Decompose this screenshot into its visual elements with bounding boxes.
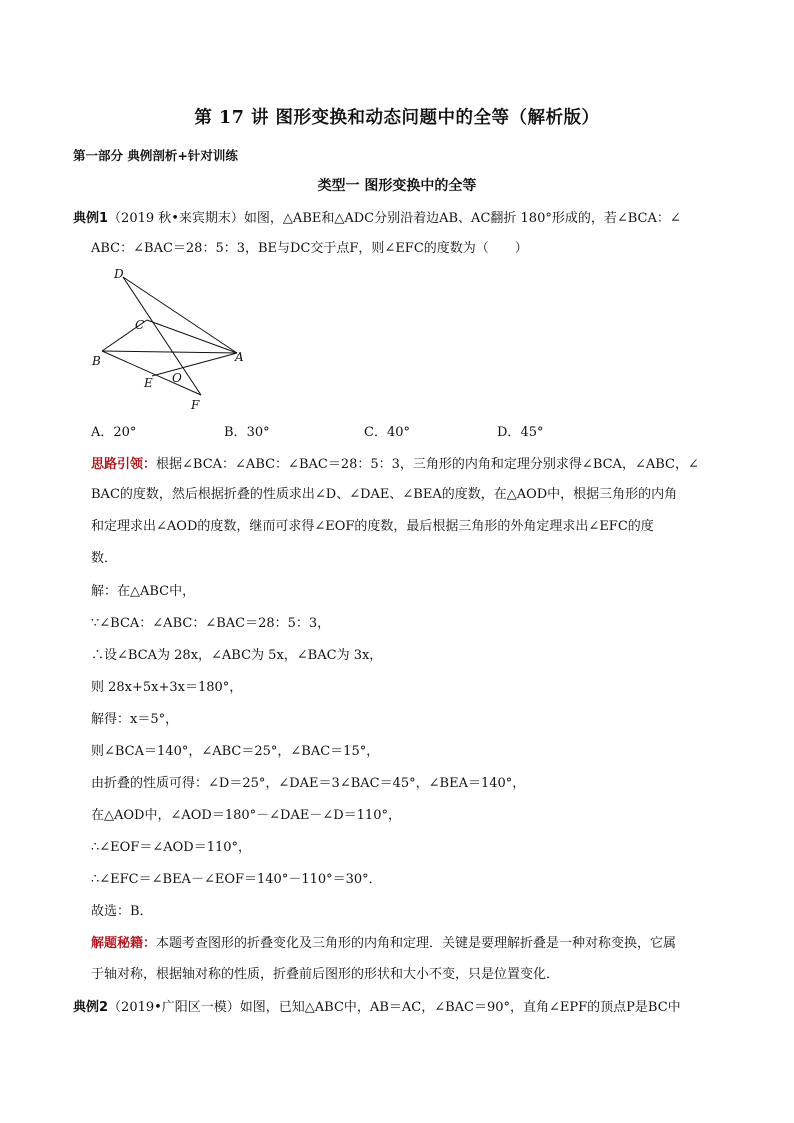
type-heading: 类型一 图形变换中的全等 — [317, 178, 477, 194]
solution-line: ∴设∠BCA为 28x，∠ABC为 5x，∠BAC为 3x， — [91, 648, 383, 663]
solution-line: 解得：x＝5°， — [91, 712, 179, 727]
choice-b: B．30° — [224, 425, 270, 440]
choice-d: D．45° — [497, 425, 544, 440]
example2-label: 典例2 — [73, 1000, 109, 1015]
page-title: 第 17 讲 图形变换和动态问题中的全等（解析版） — [194, 108, 600, 128]
solution-line: 则 28x+5x+3x＝180°， — [91, 680, 243, 695]
solution-line: 由折叠的性质可得：∠D＝25°，∠DAE＝3∠BAC＝45°，∠BEA＝140°， — [91, 776, 526, 791]
choice-c: C．40° — [364, 425, 410, 440]
example1-line2: ABC：∠BAC＝28：5：3，BE与DC交于点F，则∠EFC的度数为（ ） — [91, 241, 528, 256]
hint-line1: 思路引领：根据∠BCA：∠ABC：∠BAC＝28：5：3，三角形的内角和定理分别求得∠BCA，∠ABC，∠ — [91, 457, 699, 472]
point-label-o: O — [172, 371, 182, 385]
point-label-f: F — [191, 398, 200, 412]
example1-text1: （2019 秋•来宾期末）如图，△ABE和△ADC分别沿着边AB、AC翻折 180°形成的，若∠BCA：∠ — [108, 211, 681, 226]
point-label-e: E — [144, 376, 153, 390]
solution-line: 则∠BCA＝140°，∠ABC＝25°，∠BAC＝15°， — [91, 744, 380, 759]
hint-line3: 和定理求出∠AOD的度数，继而可求得∠EOF的度数，最后根据三角形的外角定理求出∠EFC的度 — [91, 519, 654, 534]
hint-line4: 数． — [91, 551, 118, 566]
solution-line: ∴∠EOF＝∠AOD＝110°， — [91, 840, 252, 855]
choice-a: A．20° — [91, 425, 137, 440]
secret-line1: 解题秘籍：本题考查图形的折叠变化及三角形的内角和定理．关键是要理解折叠是一种对称变换，它属 — [91, 936, 677, 951]
hint-line2: BAC的度数，然后根据折叠的性质求出∠D、∠DAE、∠BEA的度数，在△AOD中，根据三角形的内角 — [91, 487, 678, 502]
part-heading: 第一部分 典例剖析+针对训练 — [73, 148, 238, 163]
point-label-a: A — [235, 350, 244, 364]
hint-label: 思路引领： — [91, 457, 157, 472]
solution-line: ∴∠EFC＝∠BEA－∠EOF＝140°－110°＝30°． — [91, 872, 382, 887]
point-label-c: C — [135, 318, 145, 332]
solution-line: 在△AOD中，∠AOD＝180°－∠DAE－∠D＝110°， — [91, 808, 401, 823]
solution-line: 解：在△ABC中， — [91, 584, 196, 599]
example1-label: 典例1 — [73, 211, 109, 226]
point-label-b: B — [92, 354, 101, 368]
example2-line1: 典例2（2019•广阳区一模）如图，已知△ABC中，AB＝AC，∠BAC＝90°，直角∠EPF的顶点P是BC中 — [73, 1000, 681, 1015]
solution-line: ∵∠BCA：∠ABC：∠BAC＝28：5：3， — [91, 616, 331, 631]
solution-line: 故选：B． — [91, 904, 153, 919]
geometry-figure — [88, 262, 258, 412]
secret-line2: 于轴对称，根据轴对称的性质，折叠前后图形的形状和大小不变，只是位置变化． — [91, 967, 560, 982]
example1-line1 — [73, 207, 681, 226]
point-label-d: D — [114, 267, 124, 281]
secret-label: 解题秘籍： — [91, 936, 157, 951]
